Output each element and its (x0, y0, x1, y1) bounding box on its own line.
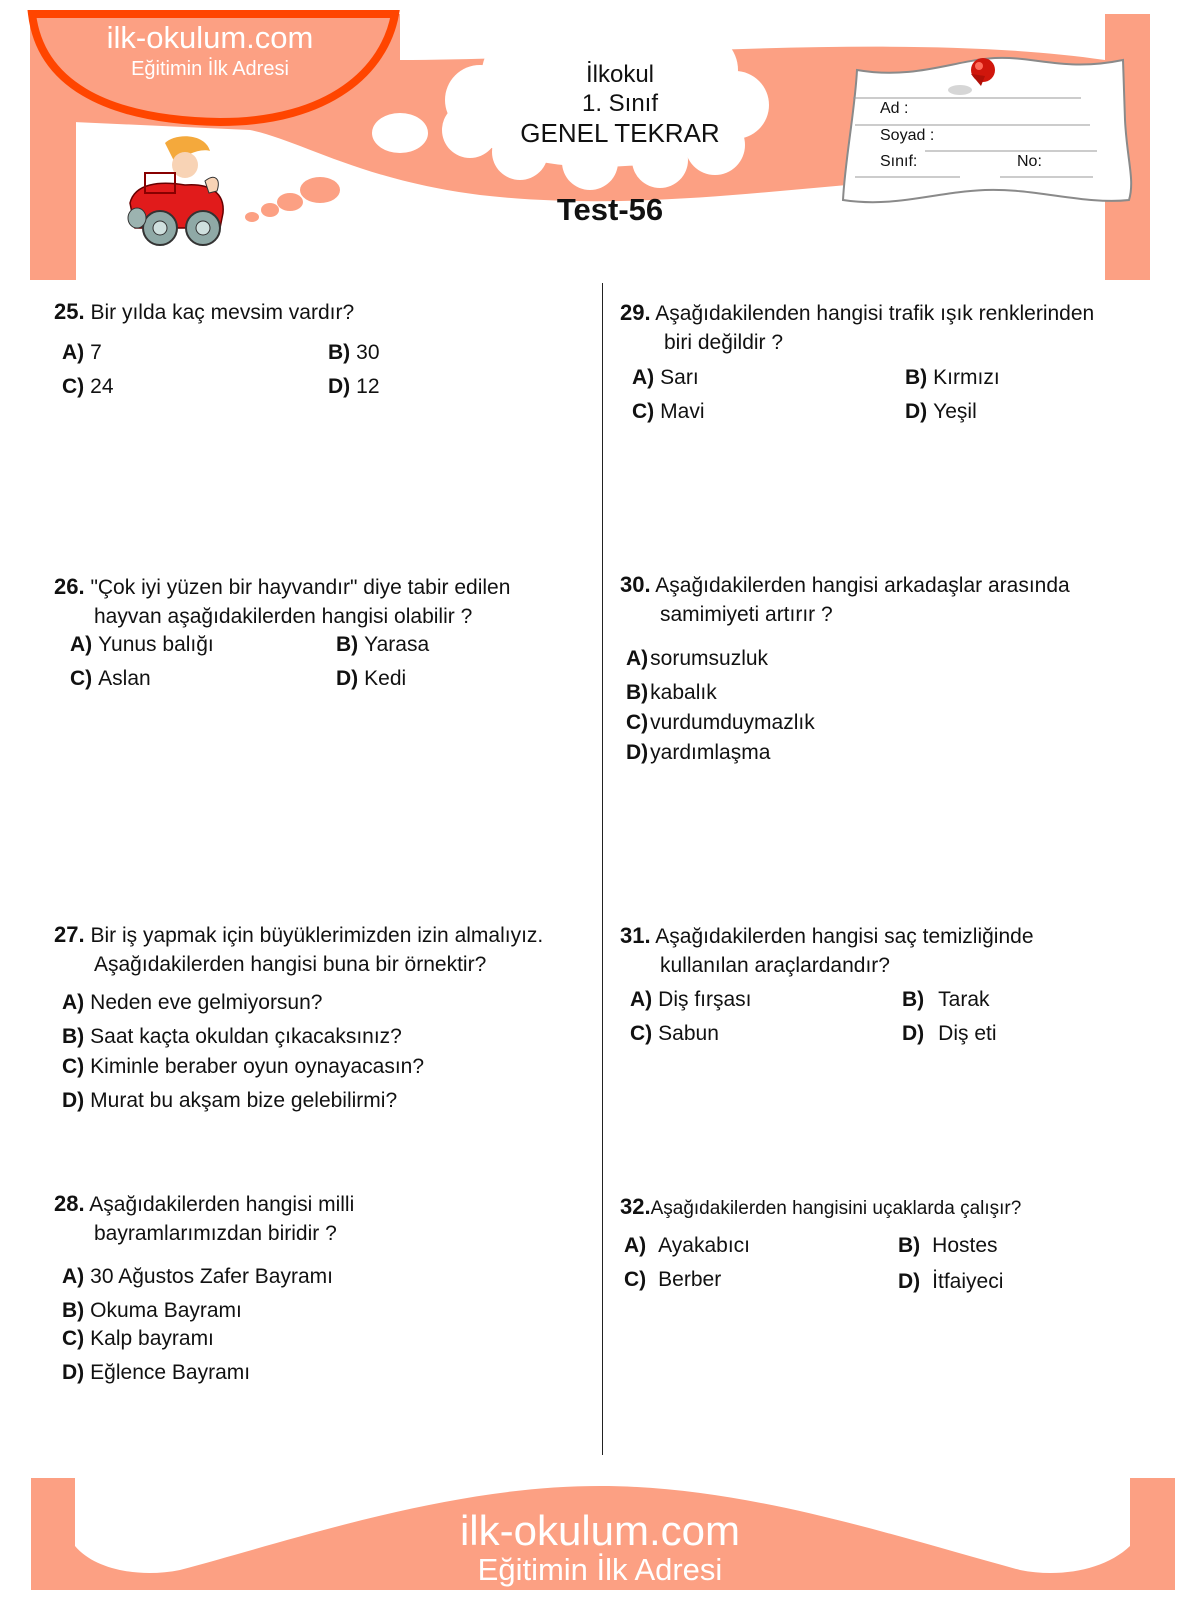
question-text: Bir iş yapmak için büyüklerimizden izin almalıyız. (90, 924, 544, 947)
option-c[interactable]: C) Kalp bayramı (62, 1327, 214, 1350)
question-number: 31. (620, 923, 651, 948)
class-field-label: Sınıf: (880, 153, 918, 170)
grade-level: 1. Sınıf (581, 90, 659, 117)
question-text-cont: bayramlarımızdan biridir ? (94, 1222, 337, 1245)
option-a[interactable]: A) Sarı (632, 366, 699, 389)
option-b[interactable]: B) 30 (328, 341, 380, 364)
option-c[interactable]: C) Aslan (70, 667, 151, 690)
question-text: Aşağıdakilenden hangisi trafik ışık renklerinden (655, 302, 1095, 325)
option-d[interactable]: D) Kedi (336, 667, 407, 690)
question-text: Aşağıdakilerden hangisi saç temizliğinde (655, 925, 1034, 948)
option-d[interactable]: D)yardımlaşma (626, 741, 771, 764)
question-32 (620, 1192, 1021, 1223)
question-number: 25. (54, 299, 85, 324)
question-text: Aşağıdakilerden hangisi arkadaşlar arasında (655, 574, 1070, 597)
option-c[interactable]: C)vurdumduymazlık (626, 711, 815, 734)
option-d[interactable]: D) Murat bu akşam bize gelebilirmi? (62, 1089, 398, 1112)
question-31 (620, 921, 1034, 980)
question-text-cont: Aşağıdakilerden hangisi buna bir örnektir? (94, 953, 487, 976)
option-c[interactable]: C) Berber (624, 1268, 722, 1291)
question-27 (54, 920, 543, 979)
question-number: 26. (54, 574, 85, 599)
option-d[interactable]: D) Yeşil (905, 400, 977, 423)
question-number: 32. (620, 1194, 651, 1219)
option-c[interactable]: C) Sabun (630, 1022, 719, 1045)
question-text-cont: kullanılan araçlardandır? (660, 954, 890, 977)
question-29 (620, 298, 1094, 357)
surname-field-label: Soyad : (880, 127, 935, 144)
question-text-cont: samimiyeti artırır ? (660, 603, 833, 626)
question-number: 30. (620, 572, 651, 597)
option-b[interactable]: B) Yarasa (336, 633, 430, 656)
question-text-cont: biri değildir ? (664, 331, 784, 354)
option-d[interactable]: D) Diş eti (902, 1022, 997, 1045)
question-text: Aşağıdakilerden hangisi milli (89, 1193, 355, 1216)
option-b[interactable]: B)kabalık (626, 681, 717, 704)
question-text-cont: hayvan aşağıdakilerden hangisi olabilir ? (94, 605, 473, 628)
option-a[interactable]: A) Ayakabıcı (624, 1234, 751, 1257)
footer-site-name: ilk-okulum.com (459, 1507, 741, 1554)
question-number: 29. (620, 300, 651, 325)
question-number: 28. (54, 1191, 85, 1216)
question-28 (54, 1189, 354, 1248)
option-b[interactable]: B) Hostes (898, 1234, 998, 1257)
column-divider (602, 283, 603, 1455)
option-a[interactable]: A) Diş fırşası (630, 988, 752, 1011)
option-a[interactable]: A) Yunus balığı (70, 633, 214, 656)
option-d[interactable]: D) Eğlence Bayramı (62, 1361, 251, 1384)
question-30 (620, 570, 1070, 629)
school-level: İlkokul (585, 61, 655, 88)
option-b[interactable]: B) Kırmızı (905, 366, 1000, 389)
logo-tagline: Eğitimin İlk Adresi (131, 58, 289, 80)
question-text: Aşağıdakilerden hangisini uçaklarda çalışır? (650, 1198, 1022, 1219)
option-a[interactable]: A) Neden eve gelmiyorsun? (62, 991, 323, 1014)
logo-site-name: ilk-okulum.com (106, 20, 314, 55)
option-c[interactable]: C) Kiminle beraber oyun oynayacasın? (62, 1055, 425, 1078)
review-title: GENEL TEKRAR (520, 118, 720, 148)
footer-tagline: Eğitimin İlk Adresi (477, 1552, 723, 1587)
option-b[interactable]: B) Okuma Bayramı (62, 1299, 242, 1322)
option-b[interactable]: B) Tarak (902, 988, 990, 1011)
number-field-label: No: (1017, 153, 1042, 170)
car-cartoon-icon (125, 133, 235, 248)
option-c[interactable]: C) Mavi (632, 400, 705, 423)
option-c[interactable]: C) 24 (62, 375, 114, 398)
question-26 (54, 572, 510, 631)
question-number: 27. (54, 922, 85, 947)
option-a[interactable]: A) 30 Ağustos Zafer Bayramı (62, 1265, 333, 1288)
option-b[interactable]: B) Saat kaçta okuldan çıkacaksınız? (62, 1025, 402, 1048)
thought-bubble-dots (230, 170, 350, 230)
option-d[interactable]: D) İtfaiyeci (898, 1270, 1004, 1293)
option-d[interactable]: D) 12 (328, 375, 380, 398)
name-field-label: Ad : (880, 100, 909, 117)
option-a[interactable]: A)sorumsuzluk (626, 647, 769, 670)
option-a[interactable]: A) 7 (62, 341, 102, 364)
question-text: "Çok iyi yüzen bir hayvandır" diye tabir edilen (90, 576, 511, 599)
test-title: Test-56 (556, 192, 664, 227)
question-25 (54, 297, 354, 327)
question-text: Bir yılda kaç mevsim vardır? (90, 301, 355, 324)
